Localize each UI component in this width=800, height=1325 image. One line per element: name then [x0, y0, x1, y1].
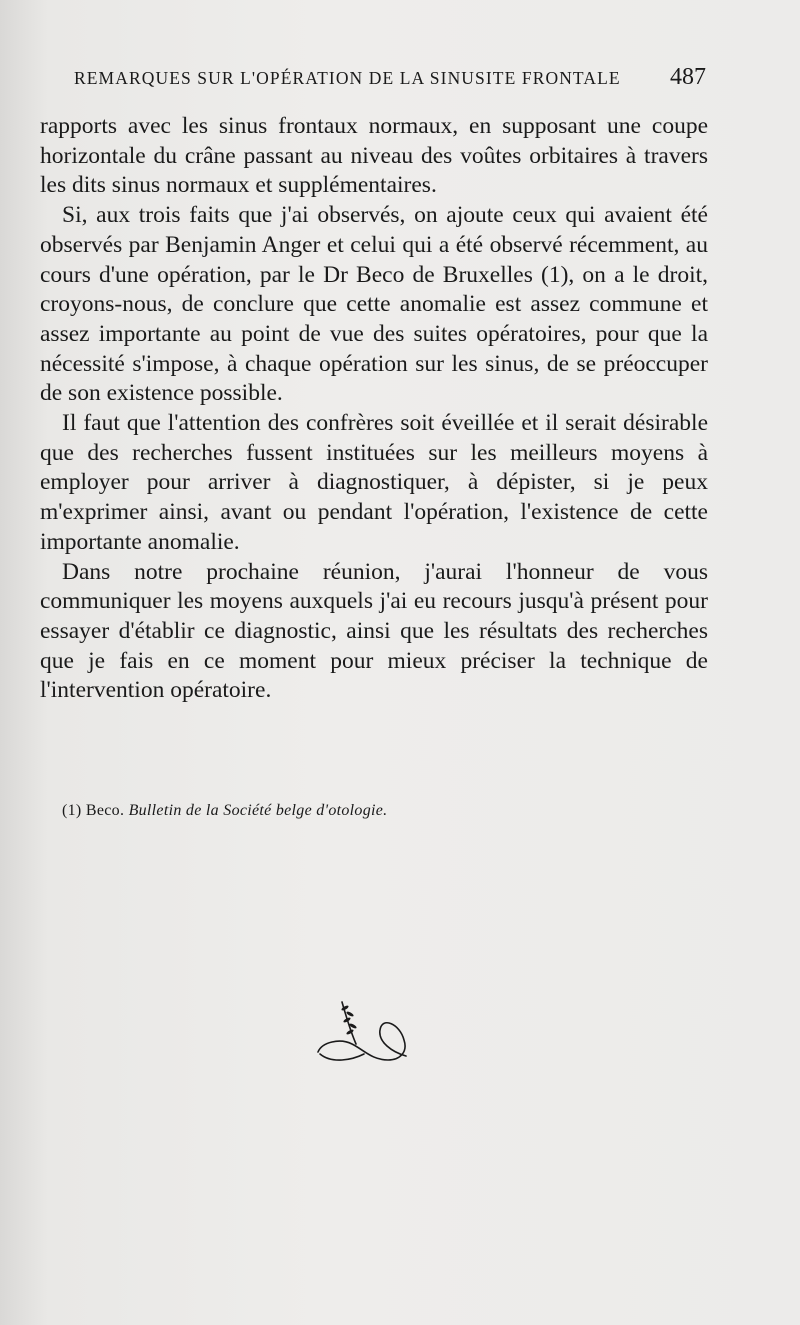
running-header — [74, 64, 706, 91]
paragraph-1: rapports avec les sinus frontaux normaux, en supposant une coupe horizontale du crâne passant au niveau des voûtes orbitaires à travers les dits sinus normaux et supplémentaires. — [40, 113, 708, 199]
footnote-source: Bulletin de la Société belge d'otologie. — [128, 802, 388, 819]
page-number: 487 — [670, 64, 706, 90]
footnote — [62, 802, 702, 820]
paragraph-4: Dans notre prochaine réunion, j'aurai l'honneur de vous communiquer les moyens auxquels j'ai eu recours jusqu'à présent pour essayer d'établir ce diagnostic, ainsi que les résultats des recherches que je fais en ce moment pour mieux préciser la technique de l'intervention opératoire. — [40, 558, 708, 704]
body-text — [40, 112, 708, 706]
floral-flourish-icon — [312, 994, 412, 1074]
paragraph-3: Il faut que l'attention des confrères soit éveillée et il serait désirable que des recherches fussent instituées sur les meilleurs moyens à employer pour arriver à diagnostiquer, à dépister, si je peux m'exprimer ainsi, avant ou pendant l'opération, l'existence de cette importante anomalie. — [40, 410, 708, 555]
footnote-author: Beco. — [85, 802, 125, 819]
running-title: REMARQUES SUR L'OPÉRATION DE LA SINUSITE FRONTALE — [74, 68, 621, 88]
paragraph-2: Si, aux trois faits que j'ai observés, on ajoute ceux qui avaient été observés par Benjamin Anger et celui qui a été observé récemment, au cours d'une opération, par le Dr Beco de Bruxelles (1), on a le droit, croyons-nous, de conclure que cette anomalie est assez commune et assez importante au point de vue des suites opératoires, pour que la nécessité s'impose, à chaque opération sur les sinus, de se préoccuper de son existence possible. — [40, 202, 708, 407]
footnote-marker: (1) — [62, 802, 82, 819]
